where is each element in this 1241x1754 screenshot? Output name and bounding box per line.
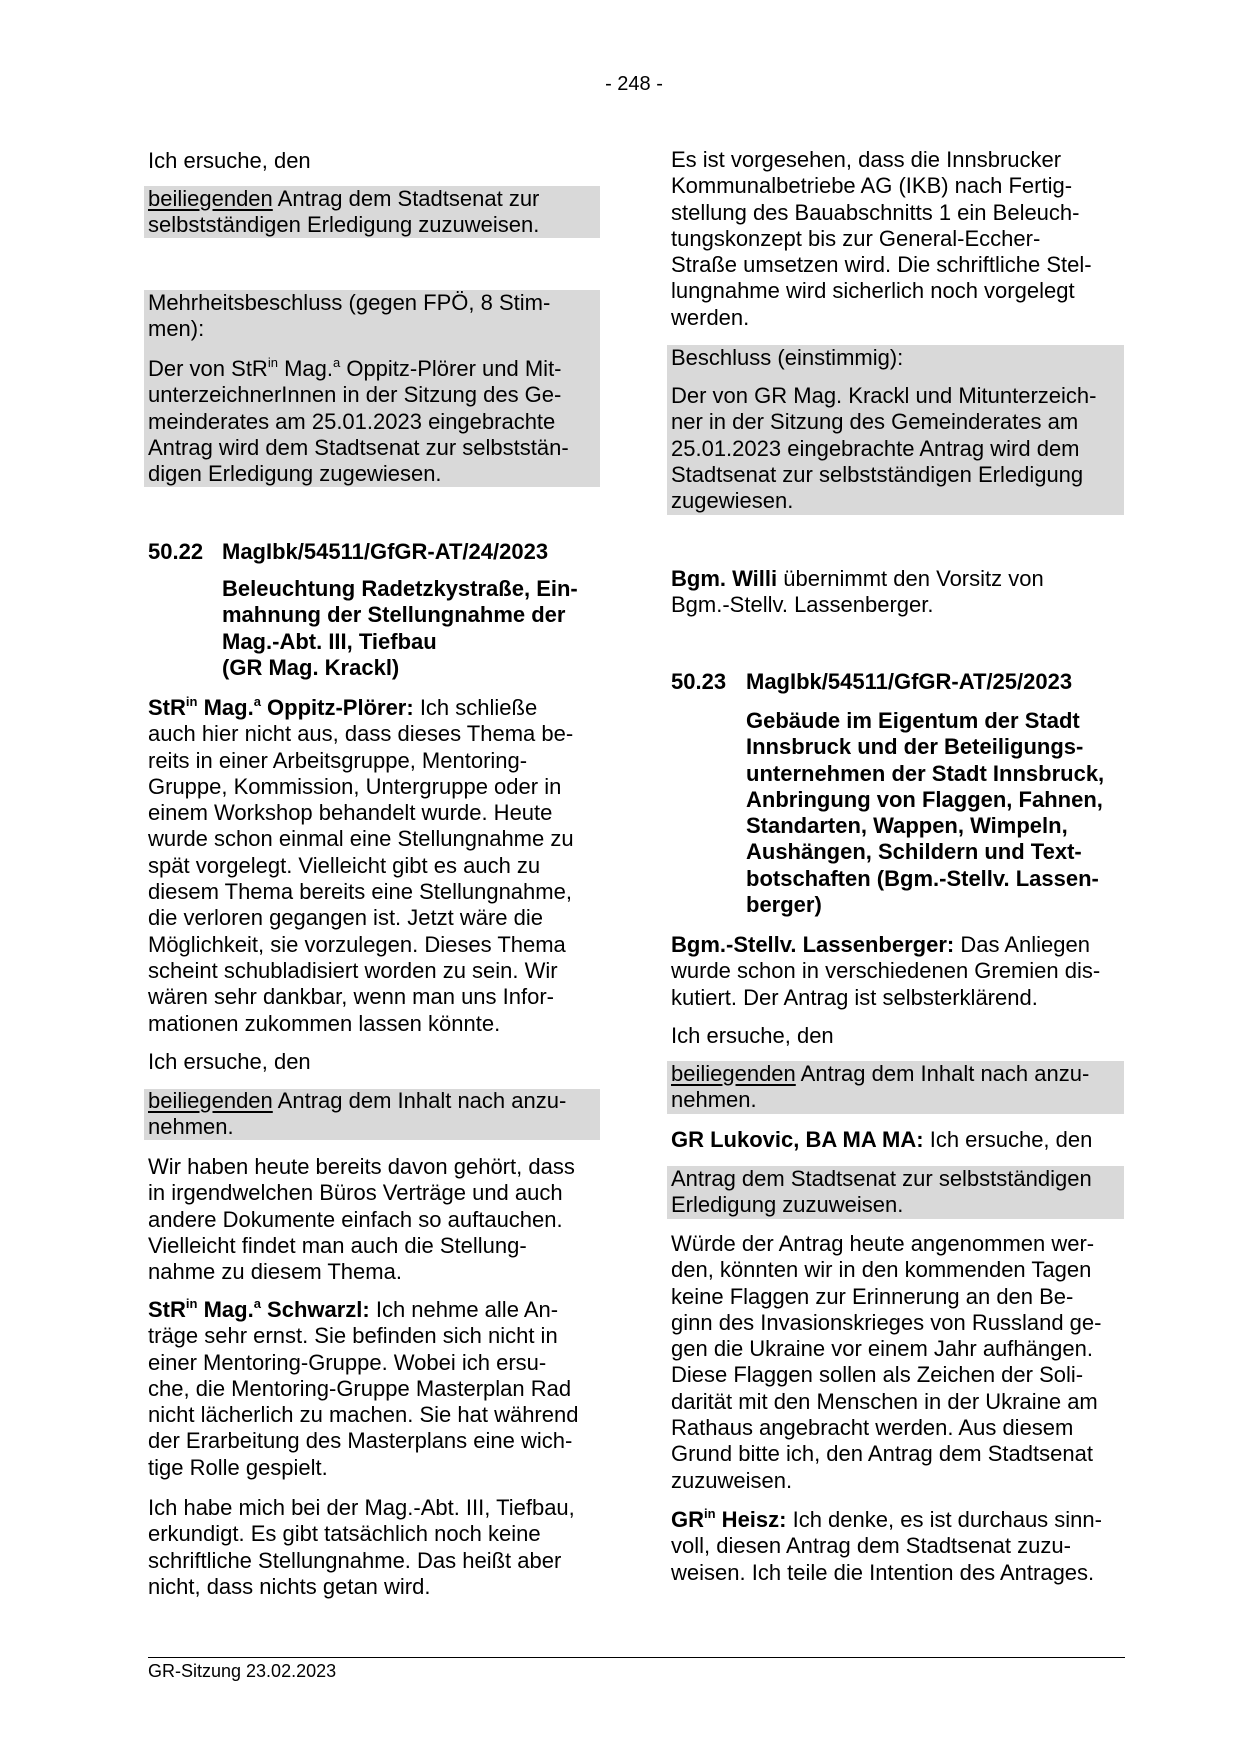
speech-continuation: Es ist vorgesehen, dass die Innsbrucker Kommunalbetriebe AG (IKB) nach Fertig- stellung des Bauabschnitts 1 ein Beleuch- tungskonzept bis zur General-Eccher- Straße umsetzen wird. Die schriftliche Stel- lungnahme wird sicherlich noch vorgelegt werden. [671,147,1092,330]
decision-label: Beschluss (einstimmig): [671,345,904,370]
item-reference: MagIbk/54511/GfGR-AT/25/2023 [746,669,1073,694]
speech-oppitz-ploerer [148,695,600,1037]
underlined-word: beiliegenden [671,1061,796,1086]
speaker-name: GR Lukovic, BA MA MA: [671,1127,924,1152]
underlined-word: beiliegenden [148,186,273,211]
speech-continuation: Ich habe mich bei der Mag.-Abt. III, Tiefbau, erkundigt. Es gibt tatsächlich noch keine schriftliche Stellungnahme. Das heißt aber nicht, dass nichts getan wird. [148,1495,575,1599]
motion-text [148,1088,600,1141]
footer-divider [148,1657,1125,1658]
resolution-part: Oppitz-Plörer und Mit- unterzeichnerInnen in der Sitzung des Ge- meinderates am 25.01.2023 eingebrachte Antrag wird dem Stadtsenat zur selbststän- digen Erledigung zugewiesen. [148,356,569,487]
motion-text: Antrag dem Stadtsenat zur selbstständigen Erledigung zuzuweisen. [671,1166,1092,1218]
speech-text: Ich nehme alle An- träge sehr ernst. Sie befinden sich nicht in einer Mentoring-Gruppe. Wobei ich ersu- che, die Mentoring-Gruppe Masterplan Rad nicht lächerlich zu machen. Sie hat während der Erarbeitung des Masterplans eine wich- tige Rolle gespielt. [148,1297,579,1480]
note-text: übernimmt den Vorsitz von Bgm.-Stellv. Lassenberger. [671,566,1044,618]
resolution-part: Der von StR [148,356,268,381]
chair-change-note [671,566,1127,619]
speaker-name: Bgm. Willi [671,566,778,591]
speech-lassenberger [671,932,1127,1011]
speech-heisz [671,1507,1127,1586]
decision-label: Mehrheitsbeschluss (gegen FPÖ, 8 Stim- men): [148,290,551,342]
footer-session-date: GR-Sitzung 23.02.2023 [148,1661,337,1681]
resolution-text [148,356,600,487]
item-number: 50.22 [148,539,204,564]
underlined-word: beiliegenden [148,1088,273,1113]
resolution-part: Mag. [277,356,333,381]
speaker-name: $GR^{in}$ Heisz: [671,1506,787,1532]
request-text: Ich ersuche, den [148,1049,311,1074]
item-title: Beleuchtung Radetzkystraße, Ein- mahnung der Stellungnahme der Mag.-Abt. III, Tiefbau (GR Mag. Krackl) [222,576,578,680]
speech-text: Das Anliegen wurde schon in verschiedenen Gremien dis- kutiert. Der Antrag ist selbsterklärend. [671,932,1101,1010]
superscript: a [332,355,341,370]
item-number: 50.23 [671,669,727,694]
speaker-name: StR$^{in}$ Mag.$^a$ Oppitz-Plörer: [148,694,414,720]
speech-schwarzl [148,1297,600,1481]
speech-continuation: Würde der Antrag heute angenommen wer- den, könnten wir in den kommenden Tagen keine Flaggen zur Erinnerung an den Be- ginn des Invasionskrieges von Russland ge- gen die Ukraine vor einem Jahr aufhängen. Diese Flaggen sollen als Zeichen der Soli- darität mit den Menschen in der Ukraine am Rathaus angebracht werden. Aus diesem Grund bitte ich, den Antrag dem Stadtsenat zuzuweisen. [671,1231,1102,1493]
speech-lukovic [671,1127,1127,1153]
item-reference: MagIbk/54511/GfGR-AT/24/2023 [222,539,549,564]
speaker-name: Bgm.-Stellv. Lassenberger: [671,932,955,957]
speech-text: Ich ersuche, den [923,1127,1093,1152]
motion-body: Antrag dem Inhalt nach anzu- nehmen. [671,1061,1090,1113]
speech-text: Ich schließe auch hier nicht aus, dass dieses Thema be- reits in einer Arbeitsgruppe, Mentoring- Gruppe, Kommission, Untergruppe oder in einem Workshop behandelt wurde. Heute wurde schon einmal eine Stellungnahme zu spät vorgelegt. Vielleicht gibt es auch zu diesem Thema bereits eine Stellungnahme, die verloren gegangen ist. Jetzt wäre die Möglichkeit, sie vorzulegen. Dieses Thema scheint schubladisiert worden zu sein. Wir wären sehr dankbar, wenn man uns Infor- mationen zukommen lassen könnte. [148,695,574,1036]
motion-body: Antrag dem Inhalt nach anzu- nehmen. [148,1088,567,1140]
item-title: Gebäude im Eigentum der Stadt Innsbruck und der Beteiligungs- unternehmen der Stadt Innsbruck, Anbringung von Flaggen, Fahnen, Standarten, Wappen, Wimpeln, Aushängen, Schildern und Text- botschaften (Bgm.-Stellv. Lassen- berger) [746,708,1105,918]
request-text: Ich ersuche, den [671,1023,834,1048]
speaker-name: StR$^{in}$ Mag.$^a$ Schwarzl: [148,1296,370,1322]
speech-continuation: Wir haben heute bereits davon gehört, dass in irgendwelchen Büros Verträge und auch andere Dokumente einfach so auftauchen. Vielleicht findet man auch die Stellung- nahme zu diesem Thema. [148,1154,575,1285]
superscript: in [267,355,278,370]
motion-text [671,1061,1127,1114]
resolution-text: Der von GR Mag. Krackl und Mitunterzeich- ner in der Sitzung des Gemeinderates am 25.01.2023 eingebrachte Antrag wird dem Stadtsenat zur selbstständigen Erledigung zugewiesen. [671,383,1097,514]
request-text: Ich ersuche, den [148,148,311,173]
motion-body: Antrag dem Stadtsenat zur selbstständigen Erledigung zuzuweisen. [148,186,540,238]
motion-text [148,186,600,239]
page-number: - 248 - [605,73,663,95]
speech-text: Ich denke, es ist durchaus sinn- voll, diesen Antrag dem Stadtsenat zuzu- weisen. Ich teile die Intention des Antrages. [671,1507,1102,1585]
